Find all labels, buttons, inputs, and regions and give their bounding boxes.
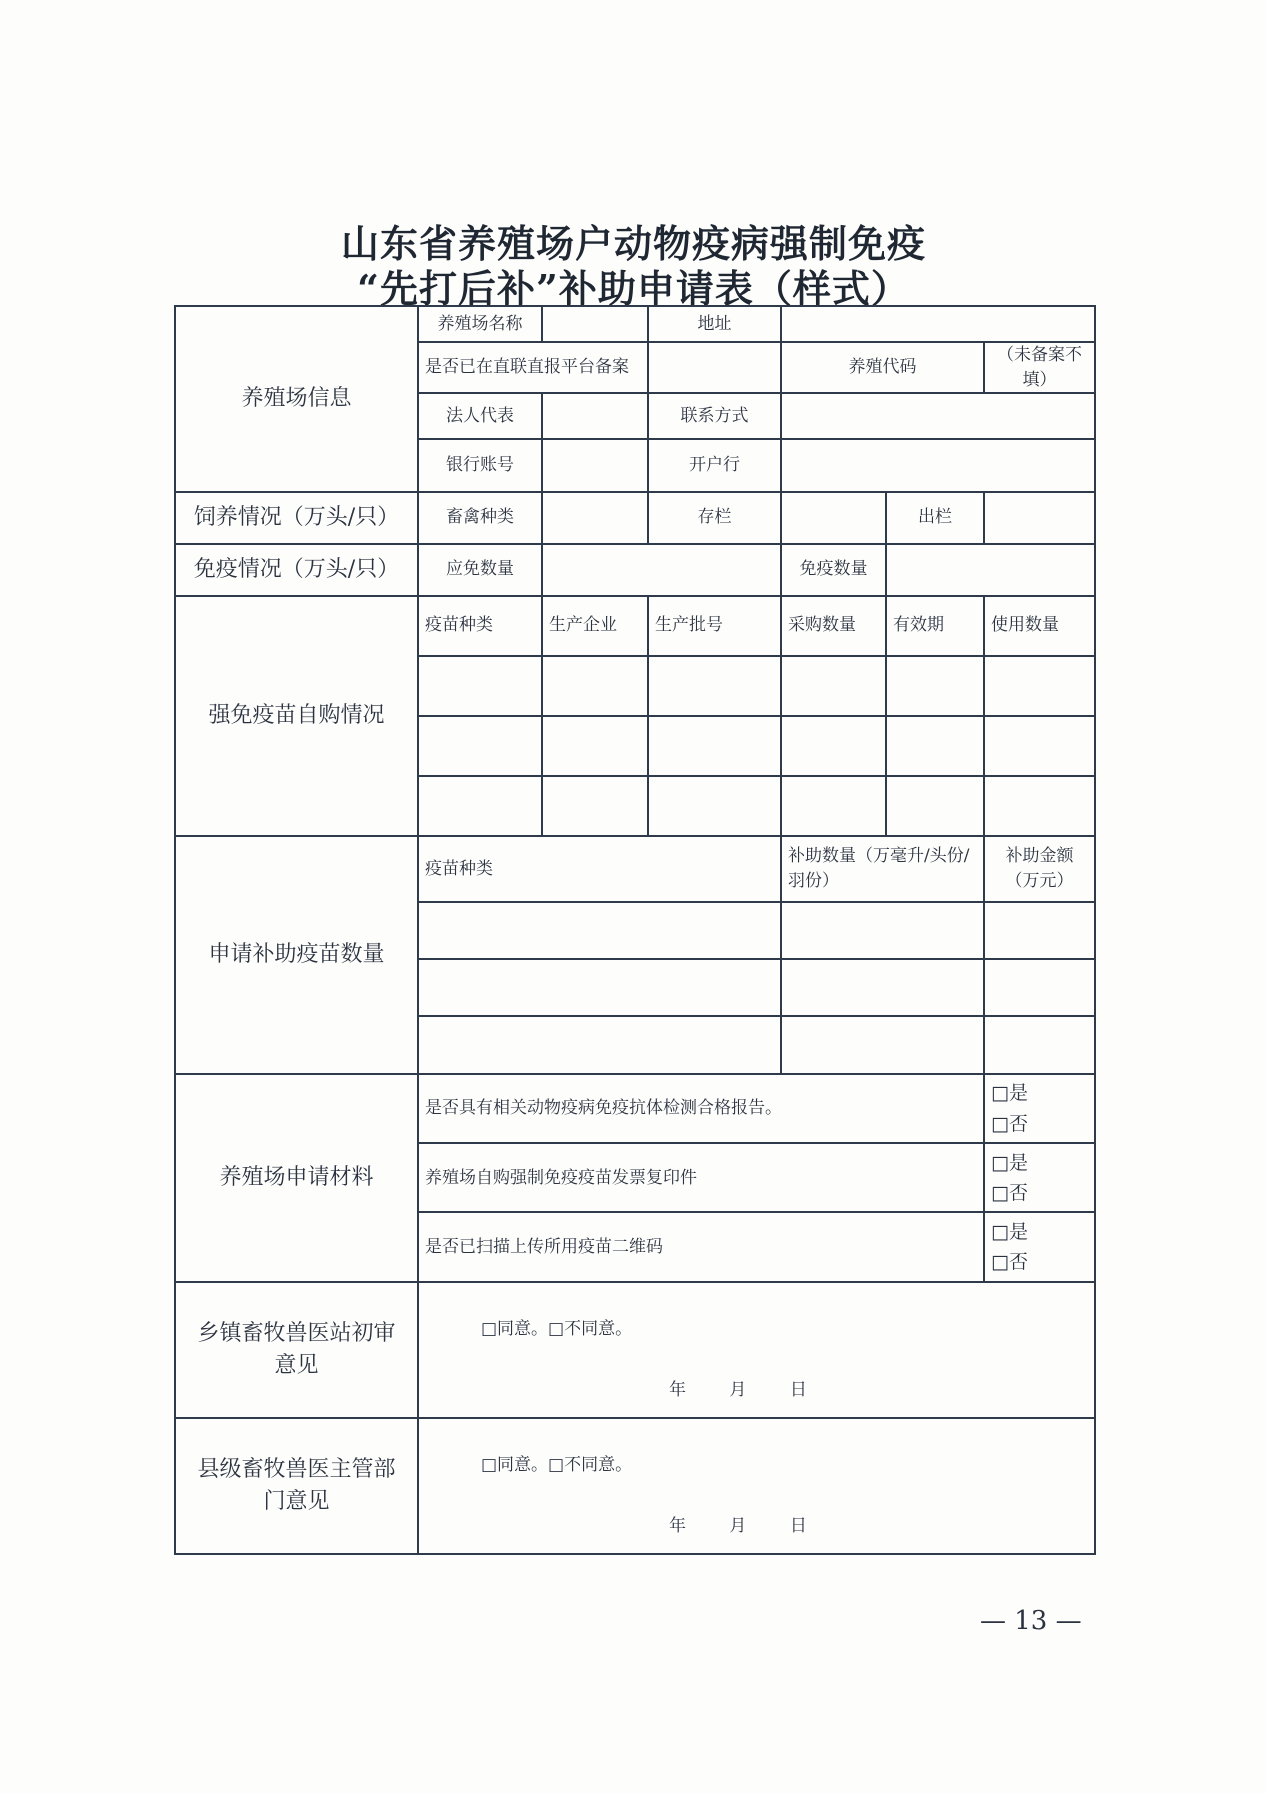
species-field[interactable] <box>542 492 648 544</box>
done-label: 免疫数量 <box>781 544 886 596</box>
subsidy-qty-cell[interactable] <box>781 902 984 959</box>
county-opinion-date <box>669 1514 845 1539</box>
platform-filed-label: 是否已在直联直报平台备案 <box>418 342 648 393</box>
header-batch-number: 生产批号 <box>648 596 781 656</box>
contact-label: 联系方式 <box>648 393 781 439</box>
out-field[interactable] <box>984 492 1095 544</box>
header-expiry: 有效期 <box>886 596 984 656</box>
subsidy-type-cell[interactable] <box>418 1016 781 1074</box>
subsidy-type-cell[interactable] <box>418 959 781 1016</box>
vaccine-purchase-section-label: 强免疫苗自购情况 <box>175 596 418 836</box>
checkbox-no[interactable]: □否 <box>991 1251 1028 1273</box>
bank-account-label: 银行账号 <box>418 439 542 491</box>
date-month: 月 <box>729 1516 747 1537</box>
county-opinion-field[interactable] <box>418 1418 1095 1554</box>
purchase-cell[interactable] <box>648 656 781 716</box>
bank-label: 开户行 <box>648 439 781 491</box>
date-day: 日 <box>789 1516 807 1537</box>
town-opinion-choice[interactable]: □同意。□不同意。 <box>481 1318 633 1339</box>
purchase-cell[interactable] <box>984 656 1095 716</box>
header-vaccine-type: 疫苗种类 <box>418 596 542 656</box>
farm-name-label: 养殖场名称 <box>418 306 542 342</box>
purchase-cell[interactable] <box>648 716 781 776</box>
material-item-invoice-copy: 养殖场自购强制免疫疫苗发票复印件 <box>418 1143 984 1212</box>
legal-rep-label: 法人代表 <box>418 393 542 439</box>
checkbox-yes[interactable]: □是 <box>991 1151 1028 1174</box>
county-opinion-choice[interactable]: □同意。□不同意。 <box>481 1454 633 1475</box>
subsidy-section-label: 申请补助疫苗数量 <box>175 836 418 1074</box>
purchase-cell[interactable] <box>418 776 542 836</box>
subsidy-type-cell[interactable] <box>418 902 781 959</box>
bank-field[interactable] <box>781 439 1095 491</box>
form-title-line2: “先打后补”补助申请表（样式） <box>357 266 910 311</box>
species-label: 畜禽种类 <box>418 492 542 544</box>
date-year: 年 <box>669 1516 686 1537</box>
purchase-cell[interactable] <box>418 656 542 716</box>
material-item-qr-upload: 是否已扫描上传所用疫苗二维码 <box>418 1212 984 1281</box>
purchase-cell[interactable] <box>781 776 886 836</box>
checkbox-yes[interactable]: □是 <box>991 1082 1028 1105</box>
date-month: 月 <box>729 1380 747 1401</box>
subsidy-amount-cell[interactable] <box>984 902 1095 959</box>
subsidy-vaccine-type-label: 疫苗种类 <box>418 836 781 902</box>
due-field[interactable] <box>542 544 781 596</box>
stock-field[interactable] <box>781 492 886 544</box>
material-checkbox-antibody-report[interactable] <box>984 1074 1095 1143</box>
town-opinion-field[interactable] <box>418 1282 1095 1418</box>
materials-section-label: 养殖场申请材料 <box>175 1074 418 1281</box>
stock-label: 存栏 <box>648 492 781 544</box>
date-day: 日 <box>789 1380 807 1401</box>
material-checkbox-qr-upload[interactable] <box>984 1212 1095 1281</box>
subsidy-amount-cell[interactable] <box>984 1016 1095 1074</box>
purchase-cell[interactable] <box>648 776 781 836</box>
date-year: 年 <box>669 1380 686 1401</box>
purchase-cell[interactable] <box>418 716 542 776</box>
purchase-cell[interactable] <box>886 716 984 776</box>
out-label: 出栏 <box>886 492 984 544</box>
legal-rep-field[interactable] <box>542 393 648 439</box>
purchase-cell[interactable] <box>542 716 648 776</box>
material-checkbox-invoice-copy[interactable] <box>984 1143 1095 1212</box>
subsidy-qty-cell[interactable] <box>781 959 984 1016</box>
purchase-cell[interactable] <box>781 656 886 716</box>
subsidy-qty-label: 补助数量（万毫升/头份/羽份） <box>781 836 984 902</box>
purchase-cell[interactable] <box>886 656 984 716</box>
purchase-cell[interactable] <box>886 776 984 836</box>
material-item-antibody-report: 是否具有相关动物疫病免疫抗体检测合格报告。 <box>418 1074 984 1143</box>
done-field[interactable] <box>886 544 1095 596</box>
immunization-section-label: 免疫情况（万头/只） <box>175 544 418 596</box>
form-title-line1: 山东省养殖场户动物疫病强制免疫 <box>340 221 926 266</box>
purchase-cell[interactable] <box>542 656 648 716</box>
subsidy-amount-cell[interactable] <box>984 959 1095 1016</box>
bank-account-field[interactable] <box>542 439 648 491</box>
purchase-cell[interactable] <box>984 716 1095 776</box>
checkbox-no[interactable]: □否 <box>991 1181 1028 1204</box>
purchase-cell[interactable] <box>984 776 1095 836</box>
farm-code-label: 养殖代码 <box>781 342 984 393</box>
purchase-cell[interactable] <box>781 716 886 776</box>
header-purchase-qty: 采购数量 <box>781 596 886 656</box>
checkbox-yes[interactable]: □是 <box>991 1220 1028 1243</box>
page-number: — 13 — <box>980 1606 1082 1636</box>
county-opinion-label: 县级畜牧兽医主管部门意见 <box>175 1418 418 1554</box>
farm-info-section-label: 养殖场信息 <box>175 306 418 492</box>
address-field[interactable] <box>781 306 1095 342</box>
contact-field[interactable] <box>781 393 1095 439</box>
due-label: 应免数量 <box>418 544 542 596</box>
subsidy-amount-label: 补助金额（万元） <box>984 836 1095 902</box>
purchase-cell[interactable] <box>542 776 648 836</box>
subsidy-qty-cell[interactable] <box>781 1016 984 1074</box>
checkbox-no[interactable]: □否 <box>991 1112 1028 1135</box>
address-label: 地址 <box>648 306 781 342</box>
header-manufacturer: 生产企业 <box>542 596 648 656</box>
farm-code-note: （未备案不填） <box>984 342 1095 393</box>
breeding-section-label: 饲养情况（万头/只） <box>175 492 418 544</box>
town-opinion-label: 乡镇畜牧兽医站初审意见 <box>175 1282 418 1418</box>
farm-name-field[interactable] <box>542 306 648 342</box>
header-used-qty: 使用数量 <box>984 596 1095 656</box>
platform-filed-field[interactable] <box>648 342 781 393</box>
application-form-table <box>174 305 1096 1555</box>
town-opinion-date <box>669 1378 845 1403</box>
